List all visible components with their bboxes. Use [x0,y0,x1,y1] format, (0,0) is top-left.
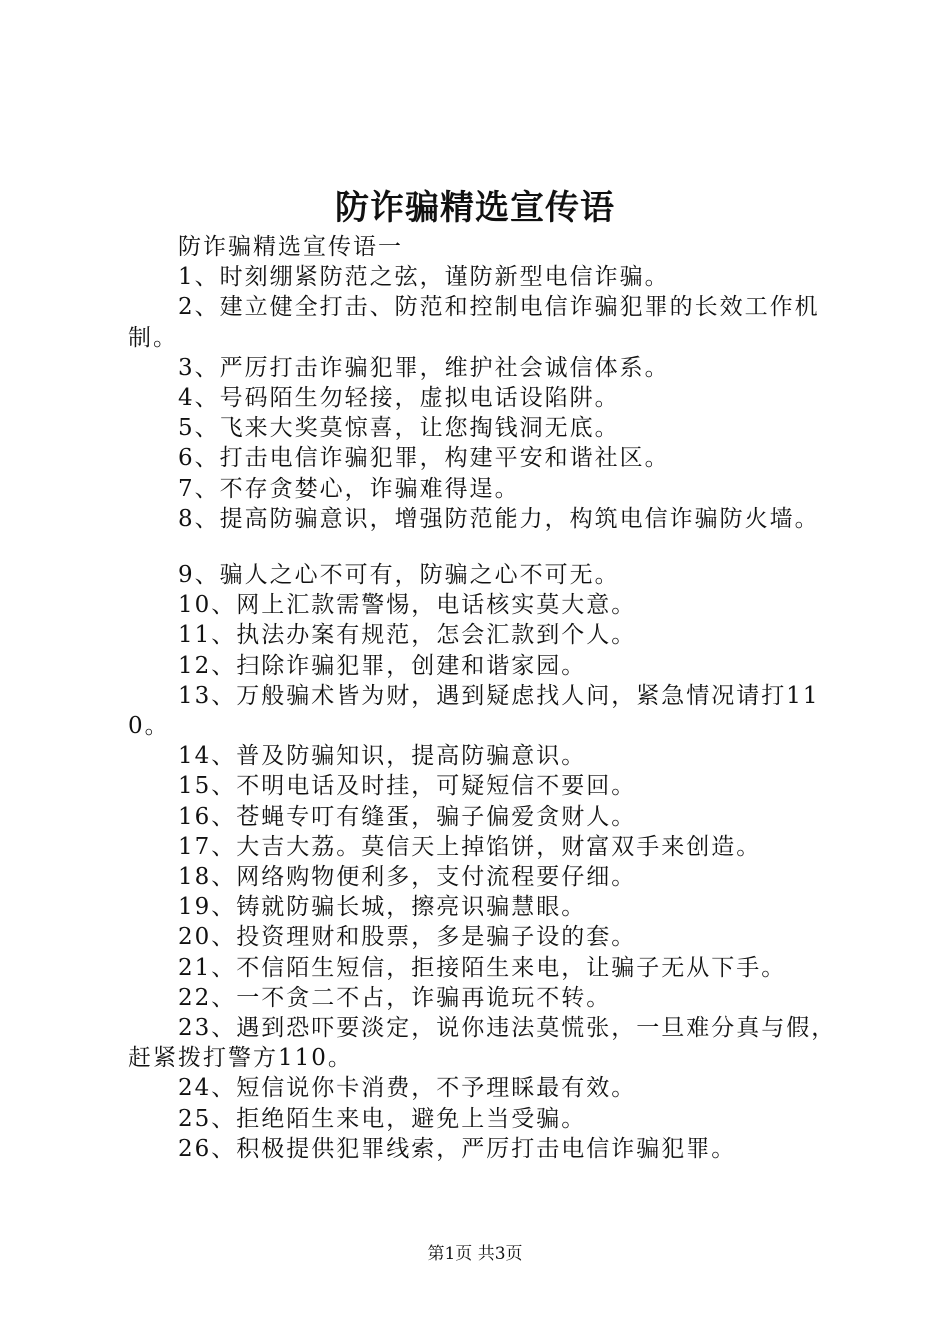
paragraph: 24、短信说你卡消费，不予理睬最有效。 [178,1075,637,1102]
paragraph: 23、遇到恐吓要淡定，说你违法莫慌张，一旦难分真与假，赶紧拨打警方110。 [128,1015,837,1072]
paragraph: 10、网上汇款需警惕，电话核实莫大意。 [178,592,637,619]
page-footer: 第1页 共3页 [427,1244,523,1264]
paragraph: 13、万般骗术皆为财，遇到疑虑找人问，紧急情况请打110。 [128,682,820,740]
paragraph: 2、建立健全打击、防范和控制电信诈骗犯罪的长效工作机制。 [128,294,820,351]
paragraph: 11、执法办案有规范，怎会汇款到个人。 [178,622,637,649]
paragraph: 20、投资理财和股票，多是骗子设的套。 [178,924,637,951]
paragraph: 5、飞来大奖莫惊喜，让您掏钱洞无底。 [178,415,620,442]
paragraph: 14、普及防骗知识，提高防骗意识。 [178,743,587,770]
paragraph: 26、积极提供犯罪线索，严厉打击电信诈骗犯罪。 [178,1135,737,1162]
paragraph: 防诈骗精选宣传语一 [178,234,403,260]
paragraph: 1、时刻绷紧防范之弦，谨防新型电信诈骗。 [178,264,670,291]
paragraph: 8、提高防骗意识，增强防范能力，构筑电信诈骗防火墙。 [178,505,820,532]
paragraph: 25、拒绝陌生来电，避免上当受骗。 [178,1105,587,1132]
paragraph: 12、扫除诈骗犯罪，创建和谐家园。 [178,652,587,679]
paragraph: 16、苍蝇专叮有缝蛋，骗子偏爱贪财人。 [178,803,637,830]
paragraph: 19、铸就防骗长城，擦亮识骗慧眼。 [178,894,587,921]
paragraph: 17、大吉大荔。莫信天上掉馅饼，财富双手来创造。 [178,833,762,860]
paragraph: 21、不信陌生短信，拒接陌生来电，让骗子无从下手。 [178,954,787,981]
paragraph: 4、号码陌生勿轻接，虚拟电话设陷阱。 [178,385,620,412]
paragraph: 3、严厉打击诈骗犯罪，维护社会诚信体系。 [178,354,670,381]
paragraph: 22、一不贪二不占，诈骗再诡玩不转。 [178,984,612,1011]
paragraph: 9、骗人之心不可有，防骗之心不可无。 [178,562,620,589]
paragraph: 15、不明电话及时挂，可疑短信不要回。 [178,773,637,800]
document-body [128,232,840,1164]
paragraph: 18、网络购物便利多，支付流程要仔细。 [178,864,637,891]
page-title: 防诈骗精选宣传语 [335,188,615,228]
paragraph: 6、打击电信诈骗犯罪，构建平安和谐社区。 [178,445,670,472]
paragraph: 7、不存贪婪心，诈骗难得逞。 [178,475,520,502]
